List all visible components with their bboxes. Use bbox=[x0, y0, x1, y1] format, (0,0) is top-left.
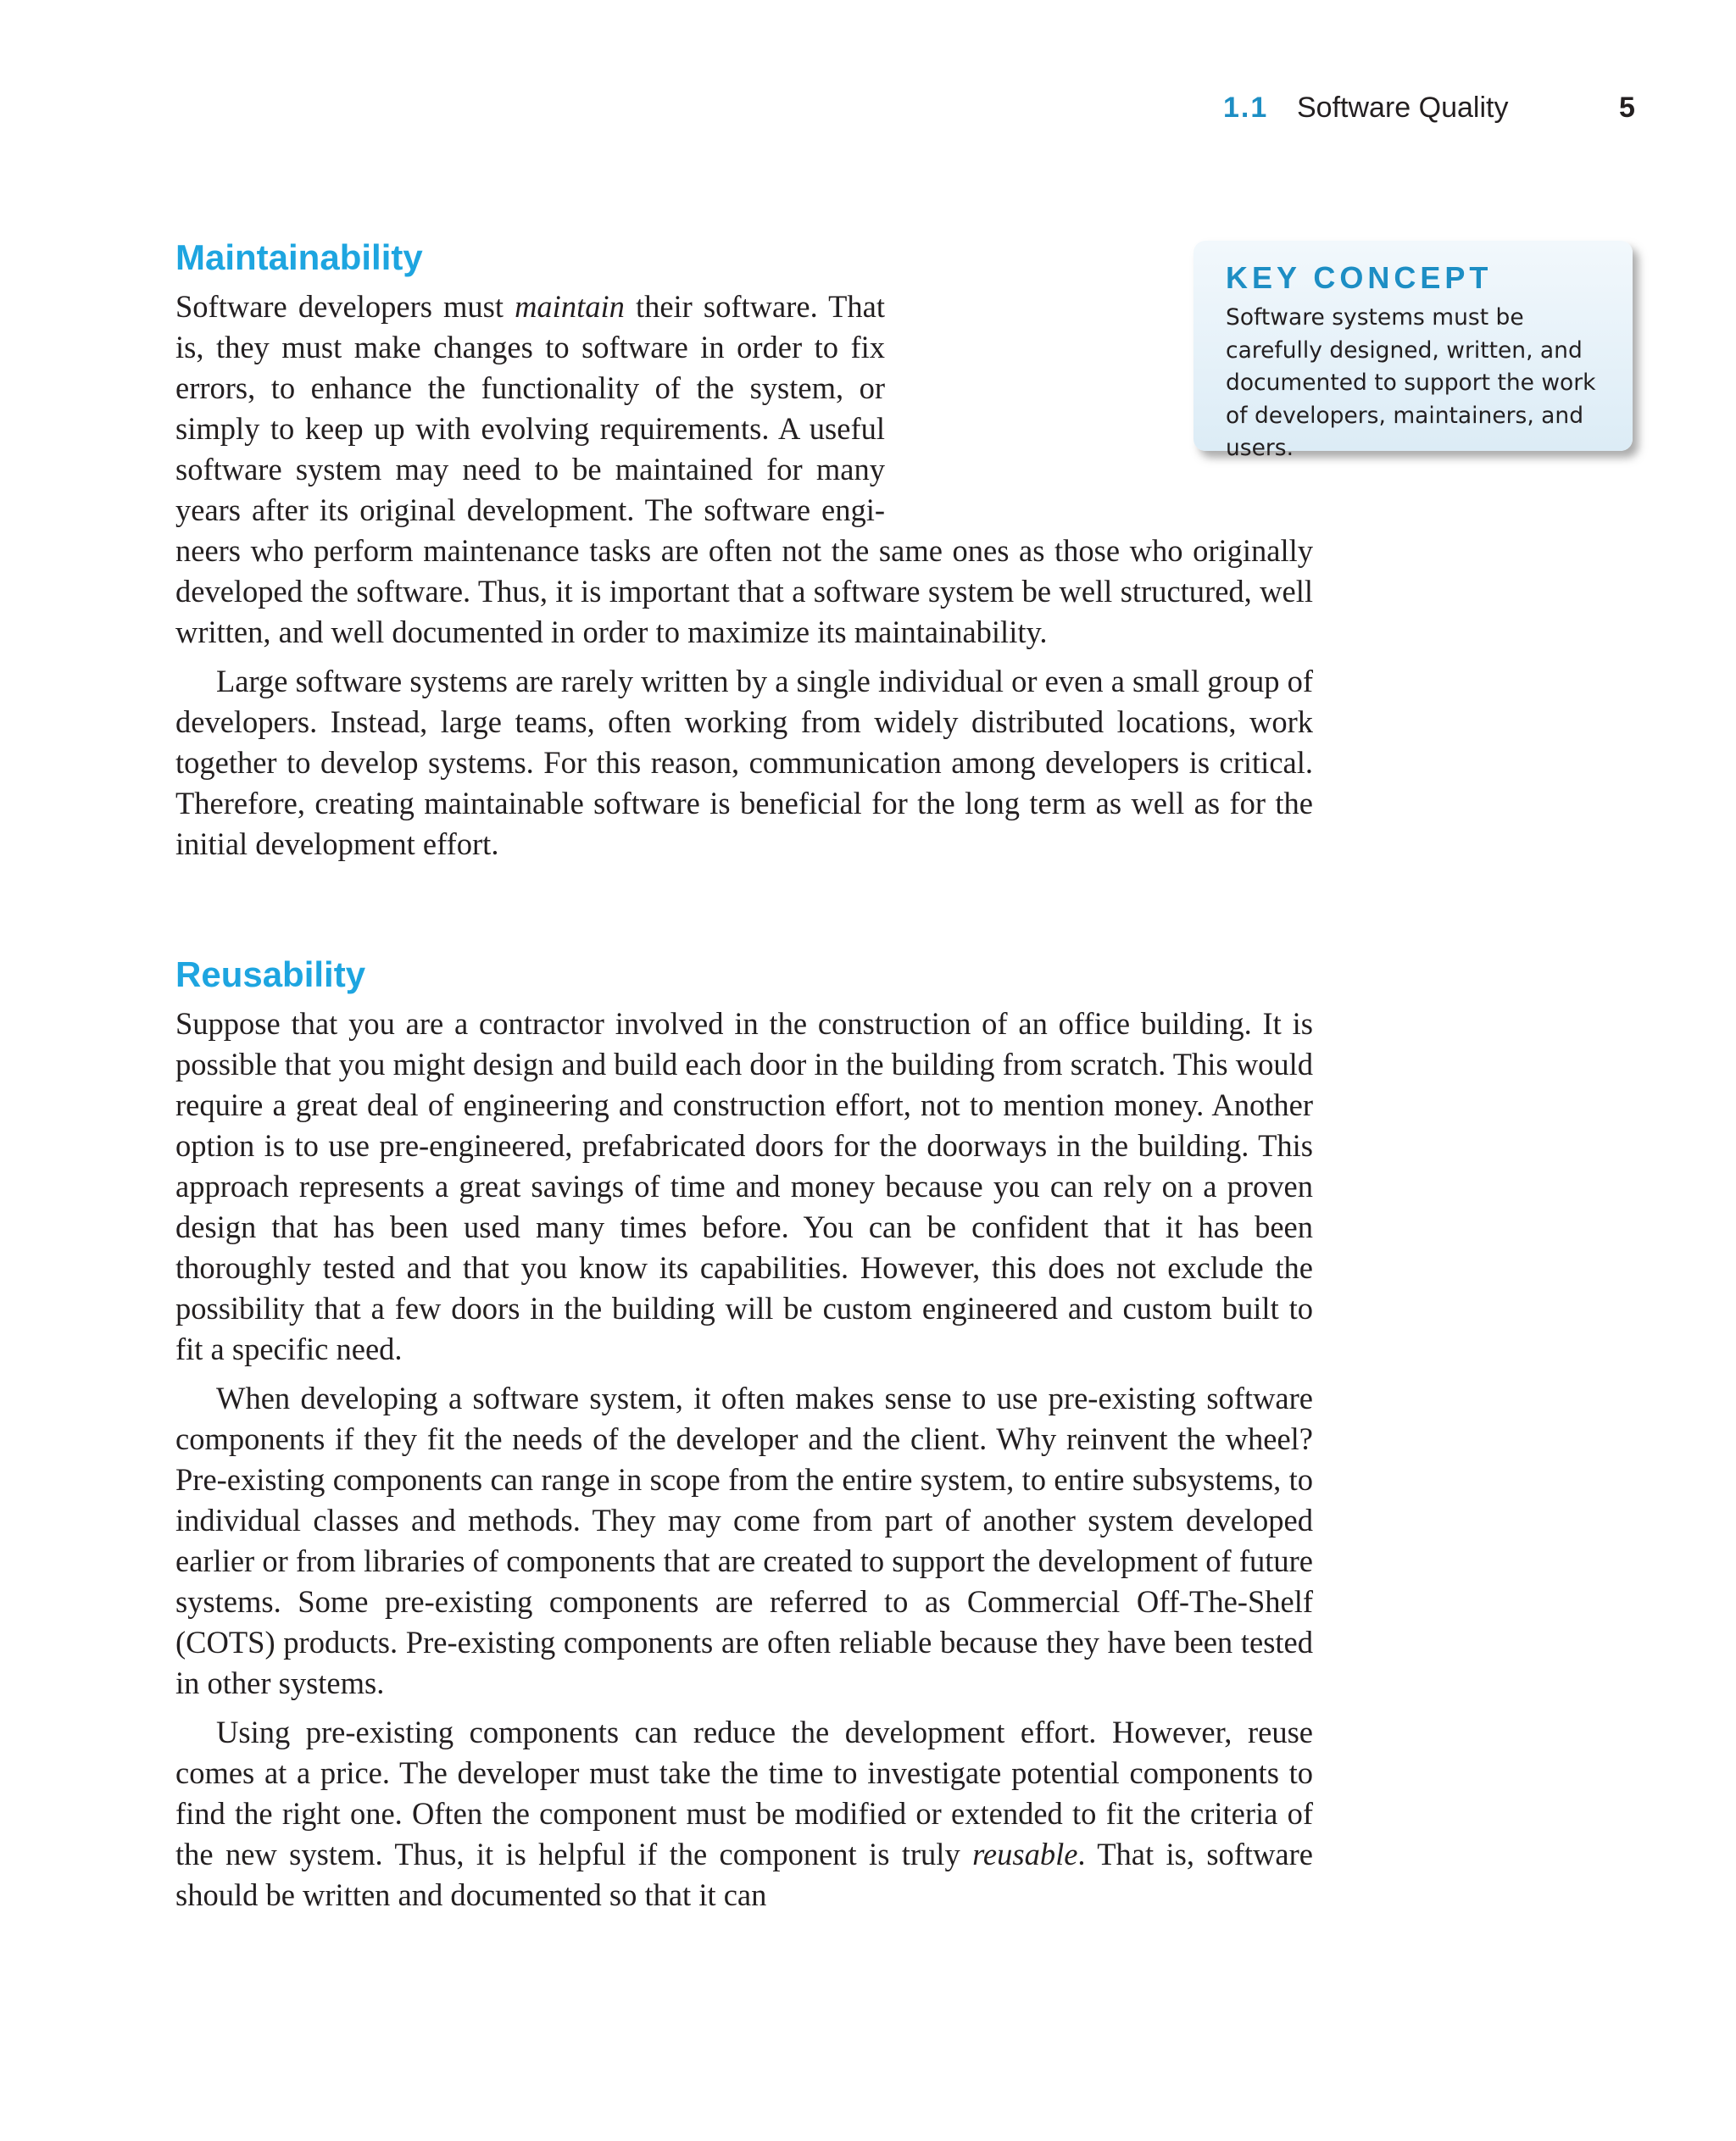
maintainability-section bbox=[175, 234, 1313, 865]
margin-spacer bbox=[885, 286, 1313, 528]
key-concept-text: Software systems must be carefully designed, written, and documented to support the work of developers, maintainers, and users. bbox=[1226, 304, 1596, 461]
emphasis-maintain: maintain bbox=[515, 289, 625, 324]
text-run: Software developers must bbox=[175, 289, 515, 324]
reusability-section bbox=[175, 951, 1313, 1916]
text-run: . That is, software should be written and documented so that it can bbox=[175, 1837, 1313, 1912]
text-run: Using pre-existing components can reduce the development effort. However, reuse comes at a price. The developer must take the time to investigate potential components to find the right one. Often the component must be modified or extended to fit the criteria of the new system. Thus, it is helpful if the component is truly bbox=[175, 1715, 1313, 1871]
reusability-paragraph-1: Suppose that you are a contractor involved in the construction of an office building. It is possible that you might design and build each door in the building from scratch. This would require a great deal of engineering and construction effort, not to mention money. Another option is to use pre-engineered, prefabricated doors for the doorways in the building. This approach represents a great savings of time and money because you can rely on a proven design that has been used many times before. You can be confident that it has been thoroughly tested and that you know its capabilities. However, this does not exclude the possibility that a few doors in the building will be custom engineered and custom built to fit a specific need. bbox=[175, 1006, 1313, 1366]
reusability-paragraph-3 bbox=[175, 1712, 1313, 1916]
text-run: their software. That is, they must make changes to software in order to fix errors, to enhance the functionality of the system, or simply to keep up with evolving requirements. A useful software system may need to be maintained for many years after its original development. The software engineers who perform maintenance tasks are often not the same ones as those who originally developed the software. Thus, it is important that a software system be well structured, well written, and well documented in order to maximize its maintainability. bbox=[175, 289, 1313, 649]
section-title: Software Quality bbox=[1297, 92, 1509, 124]
emphasis-reusable: reusable bbox=[972, 1837, 1078, 1871]
page-number: 5 bbox=[1619, 92, 1635, 124]
running-head bbox=[0, 92, 1736, 134]
key-concept-title: KEY CONCEPT bbox=[1226, 260, 1493, 295]
maintainability-heading: Maintainability bbox=[175, 237, 423, 277]
maintainability-paragraph-2: Large software systems are rarely written by a single individual or even a small group of developers. Instead, large teams, often working from widely distributed locations, work together to develop systems. For this reason, communication among developers is critical. Therefore, creating maintainable software is beneficial for the long term as well as for the initial development effort. bbox=[175, 664, 1313, 861]
reusability-paragraph-2: When developing a software system, it often makes sense to use pre-existing software components if they fit the needs of the developer and the client. Why reinvent the wheel? Pre-existing components can range in scope from the entire system, to entire subsystems, to individual classes and methods. They may come from part of another system developed earlier or from libraries of components that are created to support the development of future systems. Some pre-existing components are referred to as Commercial Off-The-Shelf (COTS) products. Pre-existing components are often reliable because they have been tested in other systems. bbox=[175, 1381, 1313, 1700]
section-number: 1.1 bbox=[1223, 92, 1269, 124]
reusability-heading: Reusability bbox=[175, 954, 366, 994]
